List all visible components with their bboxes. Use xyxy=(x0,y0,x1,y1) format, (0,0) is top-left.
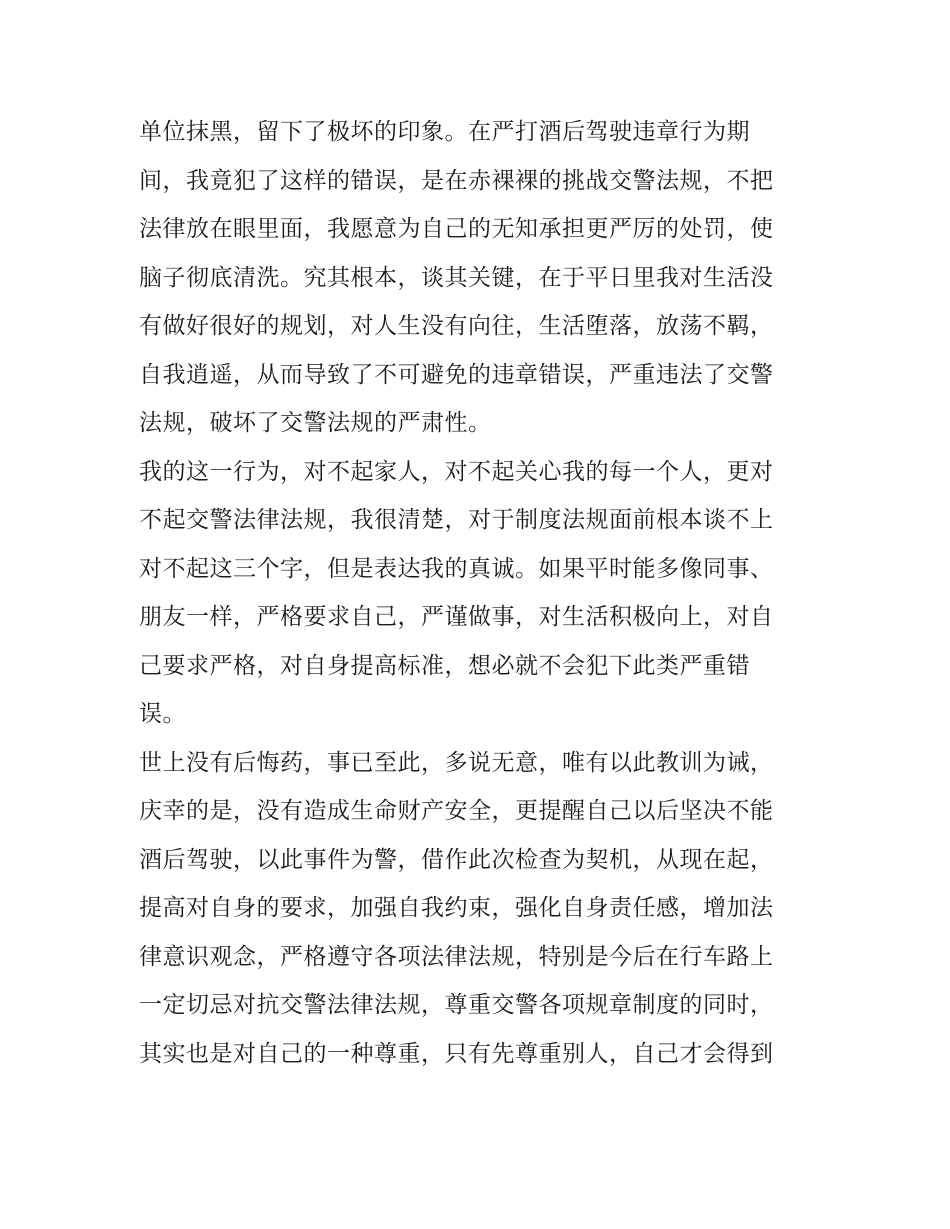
text-line: 单位抹黑，留下了极坏的印象。在严打酒后驾驶违章行为期 xyxy=(139,119,750,145)
text-line: 庆幸的是，没有造成生命财产安全，更提醒自己以后坚决不能 xyxy=(139,798,774,824)
text-line: 误。 xyxy=(139,701,186,727)
text-line: 我的这一行为，对不起家人，对不起关心我的每一个人，更对 xyxy=(139,458,774,485)
text-line: 脑子彻底清洗。究其根本，谈其关键，在于平日里我对生活没 xyxy=(139,264,774,291)
text-line: 自我逍遥，从而导致了不可避免的违章错误，严重违法了交警 xyxy=(139,361,774,388)
document-body xyxy=(139,108,829,1078)
text-line: 己要求严格，对自身提高标准，想必就不会犯下此类严重错 xyxy=(139,652,750,679)
text-line: 一定切忌对抗交警法律法规，尊重交警各项规章制度的同时， xyxy=(139,992,774,1018)
text-line: 有做好很好的规划，对人生没有向往，生活堕落，放荡不羁， xyxy=(139,313,774,339)
text-line: 法规，破坏了交警法规的严肃性。 xyxy=(139,410,492,436)
text-line: 世上没有后悔药，事已至此，多说无意，唯有以此教训为诫， xyxy=(139,749,774,776)
text-line: 酒后驾驶，以此事件为警，借作此次检查为契机，从现在起， xyxy=(139,846,774,873)
text-line: 提高对自身的要求，加强自我约束，强化自身责任感，增加法 xyxy=(139,895,774,921)
text-line: 不起交警法律法规，我很清楚，对于制度法规面前根本谈不上 xyxy=(139,507,774,533)
text-line: 其实也是对自己的一种尊重，只有先尊重别人，自己才会得到 xyxy=(139,1040,774,1067)
text-line: 间，我竟犯了这样的错误，是在赤裸裸的挑战交警法规，不把 xyxy=(139,167,774,194)
text-line: 律意识观念，严格遵守各项法律法规，特别是今后在行车路上 xyxy=(139,943,774,970)
text-line: 对不起这三个字，但是表达我的真诚。如果平时能多像同事、 xyxy=(139,555,774,582)
text-line: 法律放在眼里面，我愿意为自己的无知承担更严厉的处罚，使 xyxy=(139,216,774,242)
text-line: 朋友一样，严格要求自己，严谨做事，对生活积极向上，对自 xyxy=(139,604,774,630)
